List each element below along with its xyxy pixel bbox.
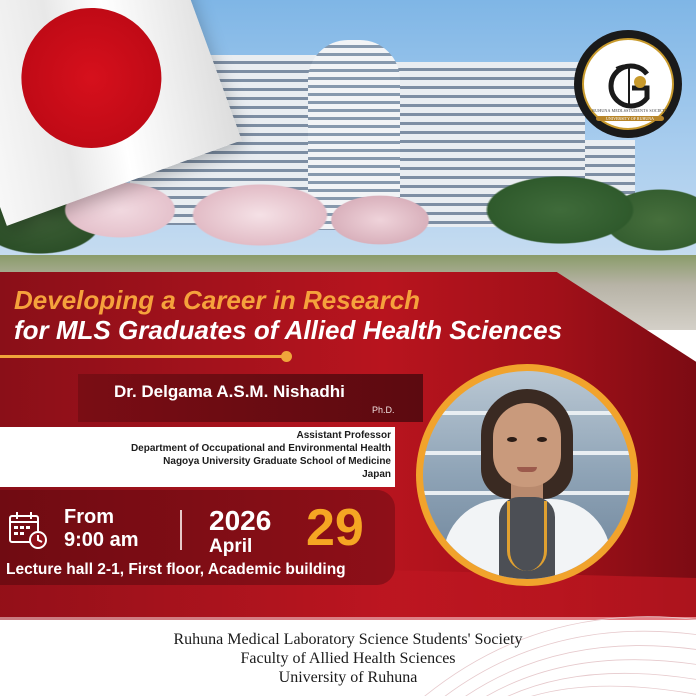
speaker-degree: Ph.D. (372, 405, 395, 415)
flag-red-disc (2, 0, 181, 168)
speaker-department: Department of Occupational and Environmental Health (130, 443, 391, 454)
title-line-2: for MLS Graduates of Allied Health Sciences (14, 315, 563, 345)
speaker-institution: Nagoya University Graduate School of Medicine (163, 456, 391, 467)
calendar-clock-icon (8, 510, 48, 550)
speaker-name: Dr. Delgama A.S.M. Nishadhi (114, 382, 345, 401)
speaker-photo (423, 371, 631, 579)
speaker-country: Japan (362, 469, 391, 480)
mouth (517, 467, 537, 472)
face (493, 403, 561, 487)
eye (537, 437, 547, 442)
event-venue: Lecture hall 2-1, First floor, Academic building (6, 561, 346, 578)
time-from-label: From (64, 506, 114, 528)
event-year: 2026 (209, 505, 272, 536)
event-time: 9:00 am (64, 529, 139, 551)
logo-emblem (582, 38, 674, 130)
footer-society: Ruhuna Medical Laboratory Science Students' Society (173, 631, 523, 648)
logo-text: RUHUNA MEDLSSTUDENTS SOCIETY (592, 108, 668, 113)
speaker-position: Assistant Professor (296, 430, 391, 441)
eye (507, 437, 517, 442)
logo-banner: UNIVERSITY OF RUHUNA (596, 116, 664, 121)
caduceus-icon (602, 60, 656, 110)
event-month: April (209, 536, 253, 557)
divider (180, 510, 182, 550)
title-underline (0, 355, 290, 358)
title-underline-dot (281, 351, 292, 362)
footer-university: University of Ruhuna (278, 669, 418, 686)
event-day: 29 (306, 499, 364, 557)
footer-faculty: Faculty of Allied Health Sciences (240, 650, 456, 667)
society-logo (574, 30, 682, 138)
title-line-1: Developing a Career in Research (14, 285, 421, 315)
